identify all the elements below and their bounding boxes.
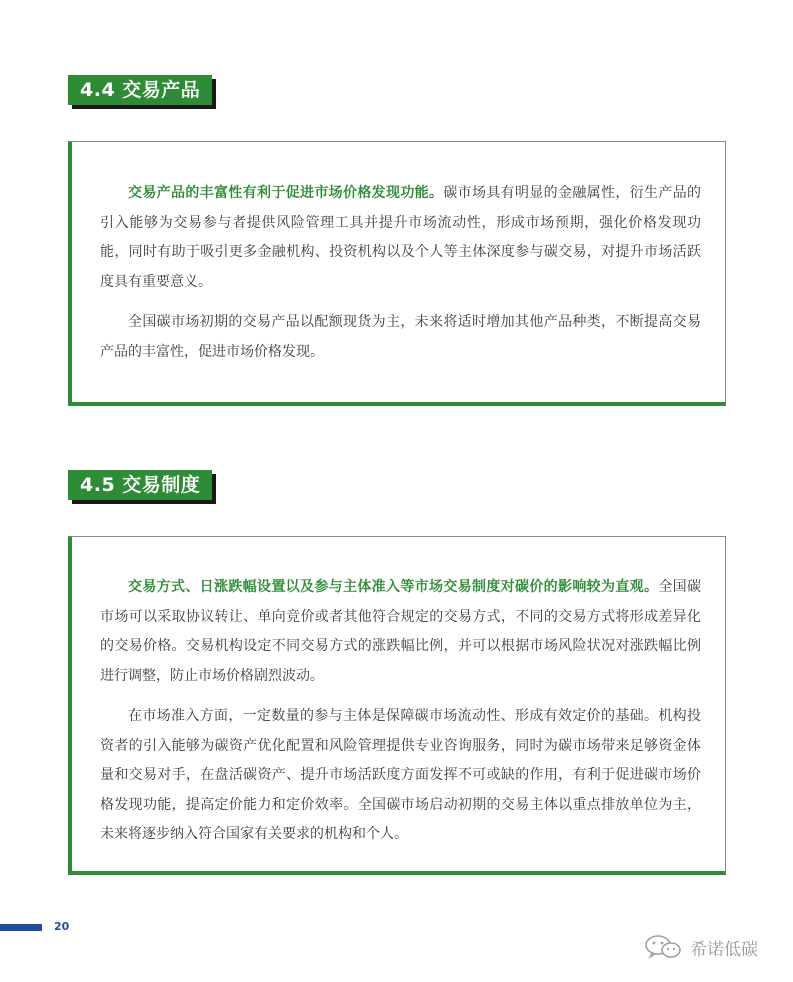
paragraph-text: 全国碳市场可以采取协议转让、单向竞价或者其他符合规定的交易方式，不同的交易方式将形成差异化的交易价格。交易机构设定不同交易方式的涨跌幅比例，并可以根据市场风险状况对涨跌幅比例进行调整，防止市场价格剧烈波动。 [100, 579, 702, 684]
paragraph-1 [100, 179, 701, 297]
content-box-4-4 [68, 141, 726, 406]
paragraph-text: 碳市场具有明显的金融属性，衍生产品的引入能够为交易参与者提供风险管理工具并提升市场流动性，形成市场预期，强化价格发现功能，同时有助于吸引更多金融机构、投资机构以及个人等主体深度参与碳交易，对提升市场活跃度具有重要意义。 [100, 185, 702, 290]
paragraph-1 [100, 573, 701, 691]
wechat-icon [644, 934, 684, 960]
paragraph-2: 全国碳市场初期的交易产品以配额现货为主，未来将适时增加其他产品种类，不断提高交易产品的丰富性，促进市场价格发现。 [100, 314, 701, 360]
lead-sentence: 交易方式、日涨跌幅设置以及参与主体准入等市场交易制度对碳价的影响较为直观。 [128, 579, 659, 595]
footer-bar [0, 924, 42, 931]
section-heading-4-4: 4.4 交易产品 [68, 75, 212, 105]
watermark [644, 934, 758, 960]
page-number: 20 [54, 920, 70, 933]
section-heading-4-5: 4.5 交易制度 [68, 470, 212, 500]
paragraph-2: 在市场准入方面，一定数量的参与主体是保障碳市场流动性、形成有效定价的基础。机构投资者的引入能够为碳资产优化配置和风险管理提供专业咨询服务，同时为碳市场带来足够资金体量和交易对手，在盘活碳资产、提升市场活跃度方面发挥不可或缺的作用，有利于促进碳市场价格发现功能，提高定价能力和定价效率。全国碳市场启动初期的交易主体以重点排放单位为主，未来将逐步纳入符合国家有关要求的机构和个人。 [100, 708, 701, 842]
watermark-text: 希诺低碳 [690, 939, 758, 960]
content-box-4-5 [68, 536, 726, 875]
lead-sentence: 交易产品的丰富性有利于促进市场价格发现功能。 [128, 185, 444, 201]
